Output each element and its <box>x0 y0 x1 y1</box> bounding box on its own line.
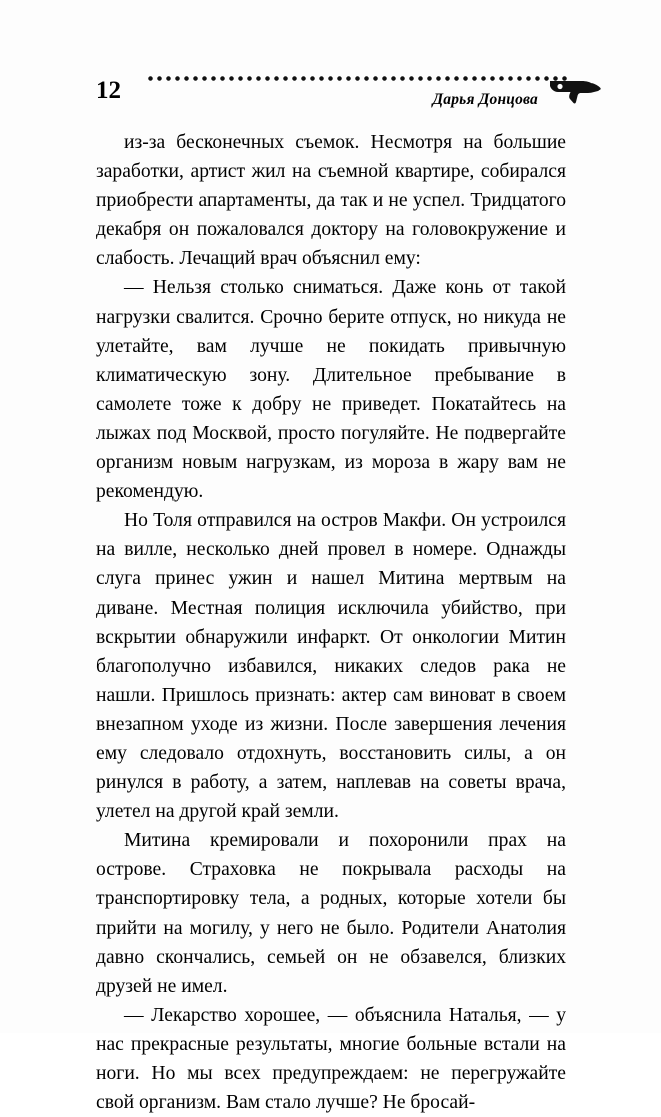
pistol-icon <box>548 72 602 106</box>
header-right-group <box>136 70 596 109</box>
paragraph: — Лекарство хорошее, — объяснила Наталья, — у нас прекрасные результаты, многие больные встали на ноги. Но мы всех предупреждаем: не перегружайте свой организм. Вам стало лучше? Не бросай- <box>96 1004 566 1114</box>
paragraph: Но Толя отправился на остров Макфи. Он устроился на вилле, несколько дней провел в номере. Однажды слуга принес ужин и нашел Митина мертвым на диване. Местная полиция исключила убийство, при вскрытии обнаружили инфаркт. От онкологии Митин благополучно избавился, никаких следов рака не нашли. Пришлось признать: актер сам виноват в своем внезапном уходе из жизни. После завершения лечения ему следовало отдохнуть, восстановить силы, а он ринулся в работу, а затем, наплевав на советы врача, улетел на другой край земли. <box>96 510 566 823</box>
paragraph: — Нельзя столько сниматься. Даже конь от такой нагрузки свалится. Срочно берите отпуск, но никуда не улетайте, вам лучше не покидать привычную климатическую зону. Длительное пребывание в самолете тоже к добру не приведет. Покатайтесь на лыжах под Москвой, просто погуляйте. Не подвергайте организм новым нагрузкам, из мороза в жару вам не рекомендую. <box>96 277 566 503</box>
paragraph: из-за бесконечных съемок. Несмотря на большие заработки, артист жил на съемной квартире, собирался приобрести апартаменты, да так и не успел. Тридцатого декабря он пожаловался доктору на головокружение и слабость. Лечащий врач объяснил ему: <box>96 132 566 270</box>
dotted-rule-icon <box>148 76 568 85</box>
page-header <box>96 70 596 114</box>
paragraph: Митина кремировали и похоронили прах на острове. Страховка не покрывала расходы на транспортировку тела, а родных, которые хотели бы прийти на могилу, у него не было. Родители Анатолия давно скончались, семьей он не обзавелся, близких друзей не имел. <box>96 830 566 997</box>
author-name: Дарья Донцова <box>432 91 538 108</box>
page-number: 12 <box>96 77 121 104</box>
page-body <box>96 128 566 1117</box>
